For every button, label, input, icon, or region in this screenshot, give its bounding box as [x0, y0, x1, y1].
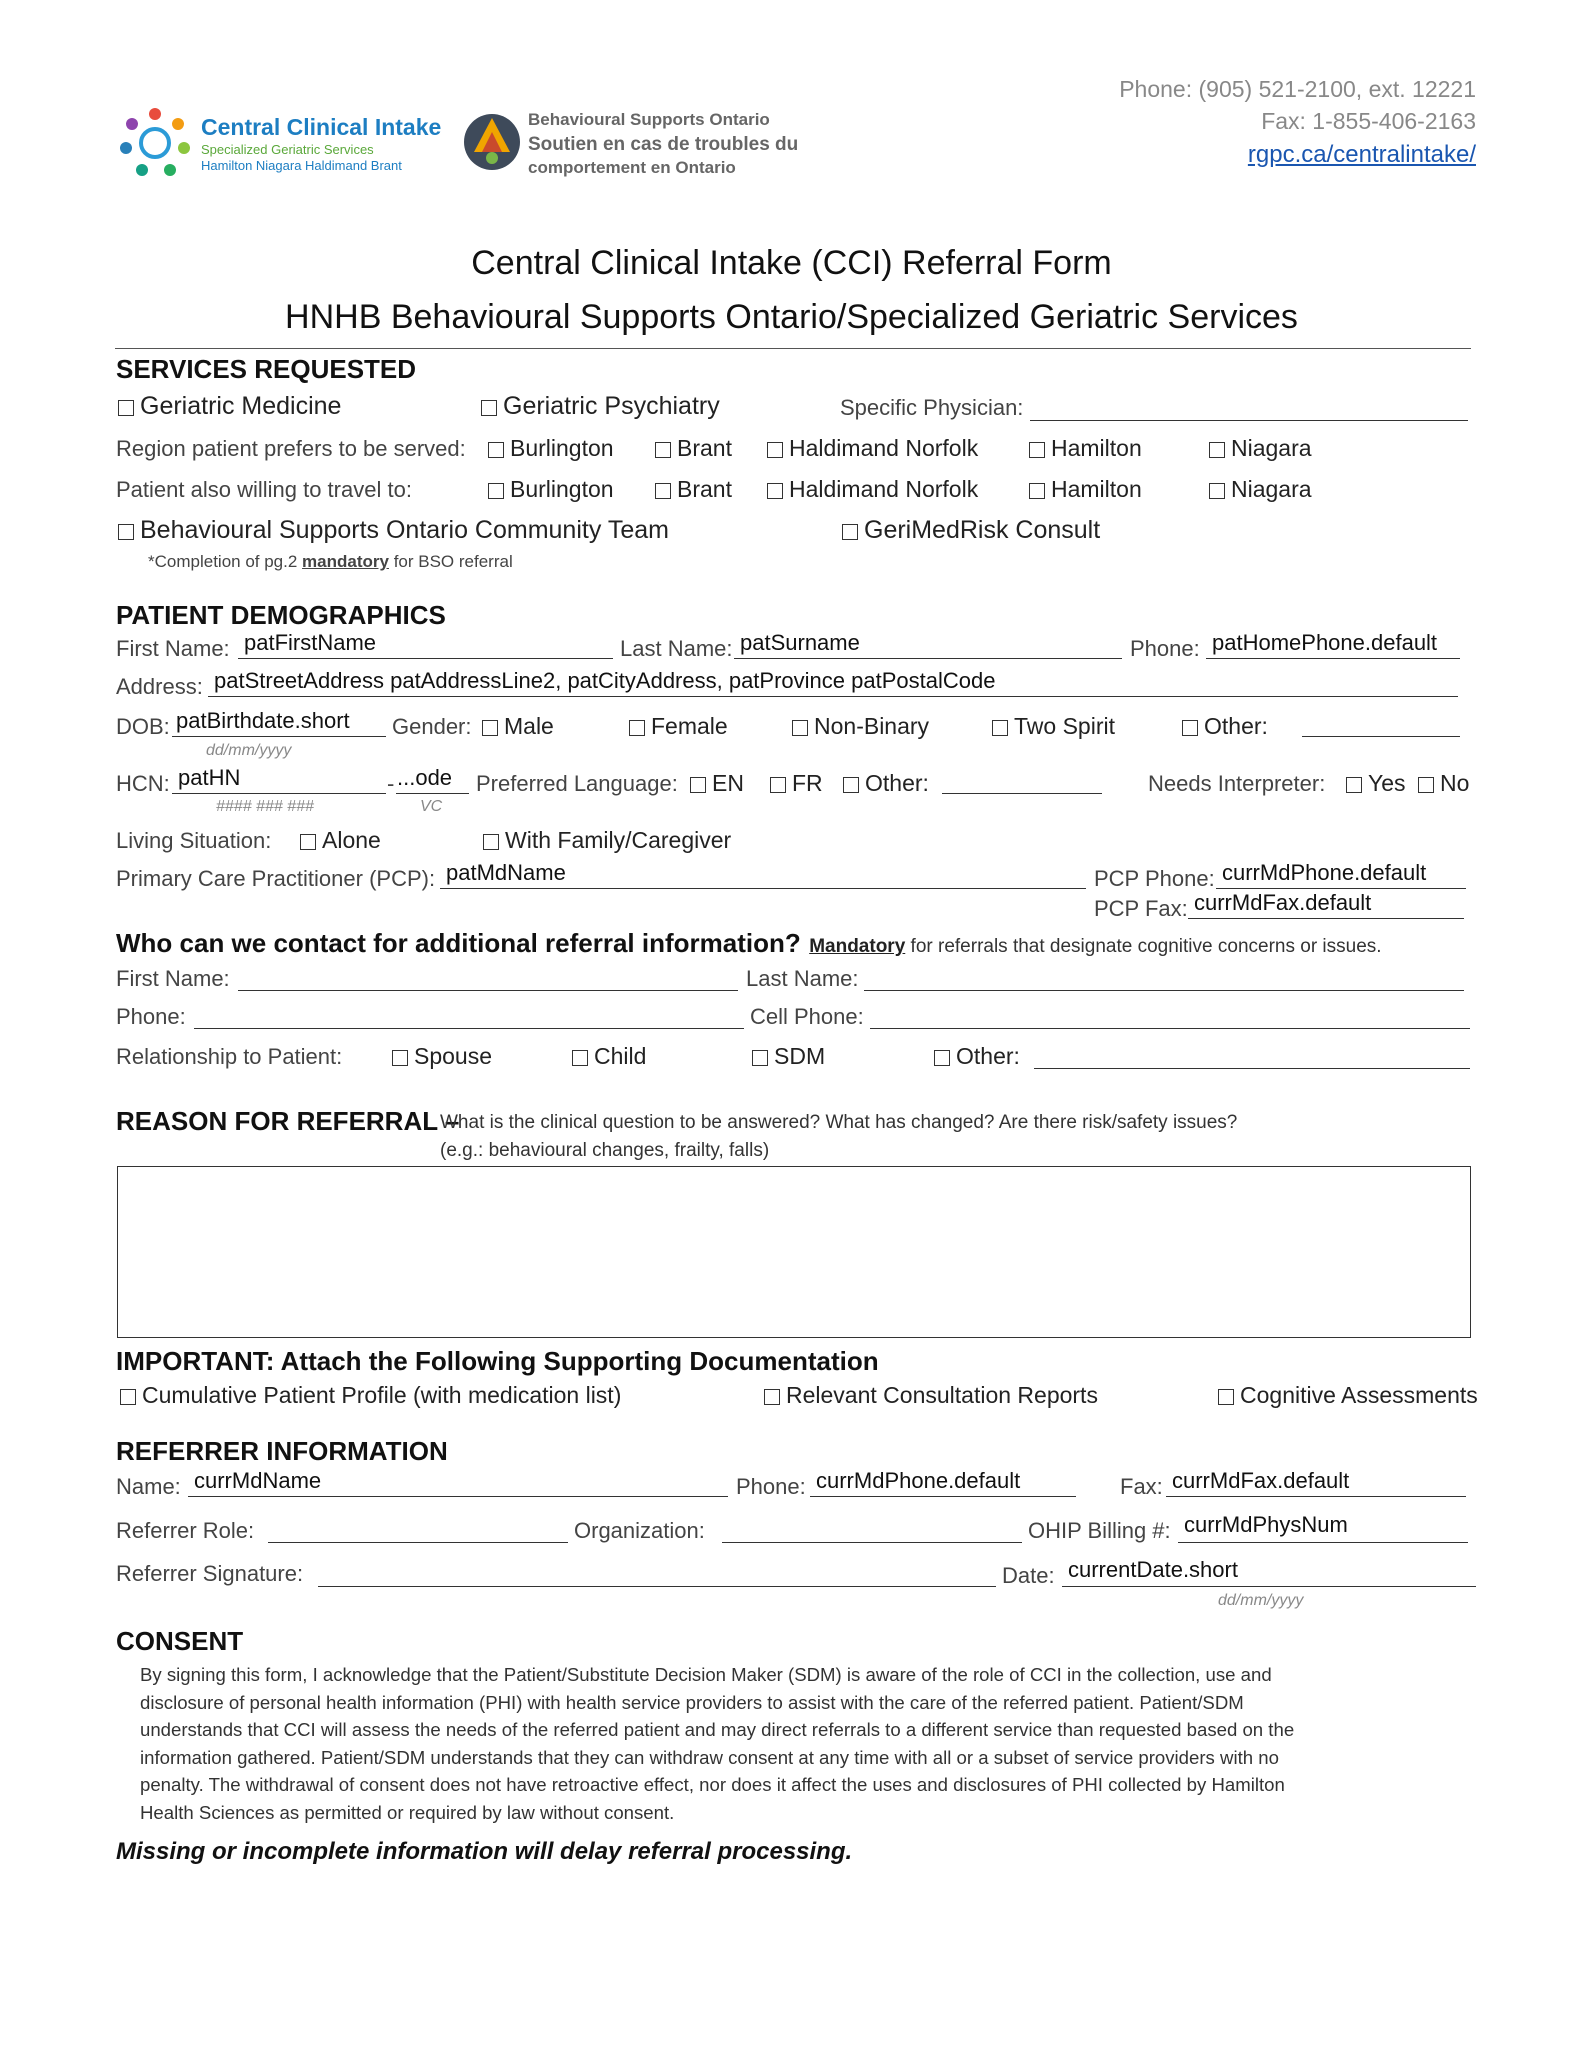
specific-physician-field[interactable]: [1030, 420, 1468, 421]
referrer-phone-field[interactable]: currMdPhone.default: [816, 1468, 1021, 1493]
gender-female-checkbox[interactable]: [629, 713, 728, 740]
contact-cell-field[interactable]: [870, 1028, 1470, 1029]
checkbox-icon: [300, 834, 316, 850]
contact-last-name-label: Last Name:: [746, 966, 859, 991]
referrer-name-underline: [188, 1496, 728, 1497]
relationship-label: Relationship to Patient:: [116, 1044, 343, 1069]
checkbox-icon: [1029, 483, 1045, 499]
region-burlington-label: Burlington: [510, 435, 614, 461]
pcp-fax-field[interactable]: currMdFax.default: [1194, 890, 1372, 915]
version-code-field[interactable]: ...ode: [397, 765, 453, 790]
form-title: Central Clinical Intake (CCI) Referral Form: [471, 244, 1112, 282]
header-phone: Phone: (905) 521-2100, ext. 12221: [1119, 76, 1476, 102]
travel-niagara-checkbox[interactable]: [1209, 476, 1312, 503]
checkbox-icon: [1182, 720, 1198, 736]
checkbox-icon: [483, 834, 499, 850]
services-heading: SERVICES REQUESTED: [116, 354, 417, 384]
date-underline: [1062, 1586, 1476, 1587]
reason-heading: REASON FOR REFERRAL –: [116, 1106, 460, 1136]
cci-logo-name: Central Clinical Intake: [201, 114, 442, 140]
checkbox-icon: [690, 777, 706, 793]
specific-physician-label: Specific Physician:: [840, 395, 1024, 420]
region-haldimand-label: Haldimand Norfolk: [789, 435, 979, 461]
referrer-role-label: Referrer Role:: [116, 1518, 255, 1543]
reason-textarea[interactable]: [117, 1166, 1471, 1338]
checkbox-icon: [842, 524, 858, 540]
first-name-underline: [238, 658, 613, 659]
referrer-role-field[interactable]: [268, 1542, 568, 1543]
geriatric-psychiatry-label: Geriatric Psychiatry: [503, 392, 720, 420]
bso-note: [148, 552, 513, 572]
region-brant-checkbox[interactable]: [655, 435, 732, 462]
date-label: Date:: [1002, 1563, 1055, 1588]
dob-underline: [172, 736, 386, 737]
checkbox-icon: [764, 1389, 780, 1405]
gender-twospirit-label: Two Spirit: [1014, 713, 1115, 739]
bso-team-label: Behavioural Supports Ontario Community Team: [140, 516, 669, 544]
bso-logo-icon: [462, 108, 522, 176]
checkbox-icon: [118, 400, 134, 416]
lang-fr-label: FR: [792, 770, 823, 796]
contact-heading-text: Who can we contact for additional referral information?: [116, 928, 801, 958]
interpreter-label: Needs Interpreter:: [1148, 771, 1326, 796]
lang-other-label: Other:: [865, 770, 929, 796]
gender-male-label: Male: [504, 713, 554, 739]
checkbox-icon: [1418, 777, 1434, 793]
rel-sdm-checkbox[interactable]: [752, 1043, 825, 1070]
first-name-field[interactable]: patFirstName: [244, 630, 377, 655]
checkbox-icon: [843, 777, 859, 793]
checkbox-icon: [481, 400, 497, 416]
living-alone-label: Alone: [322, 827, 381, 853]
header-fax: Fax: 1-855-406-2163: [1261, 108, 1476, 134]
interpreter-no-checkbox[interactable]: [1418, 770, 1469, 797]
dob-field[interactable]: patBirthdate.short: [176, 708, 350, 733]
reason-question: What is the clinical question to be answered? What has changed? Are there risk/safety issues?: [440, 1112, 1238, 1133]
cci-logo-sub2: Hamilton Niagara Haldimand Brant: [201, 158, 402, 173]
bso-logo-line2: Soutien en cas de troubles du: [528, 134, 799, 155]
region-burlington-checkbox[interactable]: [488, 435, 614, 462]
checkbox-icon: [992, 720, 1008, 736]
referrer-phone-underline: [810, 1496, 1076, 1497]
header-url-link[interactable]: rgpc.ca/centralintake/: [1247, 141, 1476, 168]
checkbox-icon: [120, 1389, 136, 1405]
signature-field[interactable]: [318, 1586, 996, 1587]
bso-team-checkbox[interactable]: [118, 516, 669, 545]
lang-other-field[interactable]: [942, 793, 1102, 794]
ohip-underline: [1178, 1542, 1468, 1543]
travel-burlington-checkbox[interactable]: [488, 476, 614, 503]
rel-other-checkbox[interactable]: [934, 1043, 1020, 1070]
bso-note-mandatory: mandatory: [302, 552, 389, 571]
pcp-fax-underline: [1188, 918, 1464, 919]
contact-cell-label: Cell Phone:: [750, 1004, 864, 1029]
phone-label: Phone:: [1130, 636, 1200, 661]
living-family-label: With Family/Caregiver: [505, 827, 732, 853]
checkbox-icon: [1209, 442, 1225, 458]
lang-en-label: EN: [712, 770, 744, 796]
checkbox-icon: [1218, 1389, 1234, 1405]
checkbox-icon: [482, 720, 498, 736]
ohip-label: OHIP Billing #:: [1028, 1518, 1171, 1543]
living-alone-checkbox[interactable]: [300, 827, 381, 854]
consent-line: information gathered. Patient/SDM understands that they can withdraw consent at any time with all or a subset of service providers with no: [140, 1746, 1279, 1768]
checkbox-icon: [118, 524, 134, 540]
language-label: Preferred Language:: [476, 771, 678, 796]
contact-mandatory: Mandatory: [809, 936, 906, 957]
cci-logo-icon: [116, 104, 194, 182]
hcn-underline: [172, 793, 386, 794]
gender-label: Gender:: [392, 714, 472, 739]
doc-cpp-checkbox[interactable]: [120, 1382, 621, 1409]
referrer-fax-label: Fax:: [1120, 1474, 1163, 1499]
consent-line: understands that CCI will assess the needs of the referred patient and may direct referrals to a different service than requested based on the: [140, 1719, 1295, 1741]
rel-other-label: Other:: [956, 1043, 1020, 1069]
organization-field[interactable]: [722, 1542, 1022, 1543]
hcn-separator: -: [387, 771, 395, 796]
travel-haldimand-label: Haldimand Norfolk: [789, 476, 979, 502]
gender-other-label: Other:: [1204, 713, 1268, 739]
checkbox-icon: [770, 777, 786, 793]
checkbox-icon: [655, 483, 671, 499]
pcp-field[interactable]: patMdName: [446, 860, 566, 885]
form-subtitle: HNHB Behavioural Supports Ontario/Specialized Geriatric Services: [285, 298, 1298, 336]
gender-male-checkbox[interactable]: [482, 713, 554, 740]
checkbox-icon: [572, 1050, 588, 1066]
title-divider: [115, 348, 1471, 349]
interpreter-no-label: No: [1440, 770, 1470, 796]
gender-nonbinary-checkbox[interactable]: [792, 713, 929, 740]
consent-body: [140, 1661, 1294, 1827]
hcn-label: HCN:: [116, 771, 170, 796]
bso-logo-line1: Behavioural Supports Ontario: [528, 110, 770, 129]
rel-spouse-checkbox[interactable]: [392, 1043, 492, 1070]
pcp-phone-field[interactable]: currMdPhone.default: [1222, 860, 1427, 885]
address-label: Address:: [116, 674, 203, 699]
pcp-phone-underline: [1216, 888, 1466, 889]
signature-label: Referrer Signature:: [116, 1561, 304, 1586]
footer-warning: Missing or incomplete information will delay referral processing.: [116, 1838, 853, 1865]
gender-female-label: Female: [651, 713, 728, 739]
rel-sdm-label: SDM: [774, 1043, 826, 1069]
checkbox-icon: [792, 720, 808, 736]
phone-field[interactable]: patHomePhone.default: [1212, 630, 1438, 655]
travel-burlington-label: Burlington: [510, 476, 614, 502]
referrer-fax-underline: [1166, 1496, 1466, 1497]
docs-heading: IMPORTANT: Attach the Following Supporting Documentation: [116, 1346, 879, 1376]
doc-cognitive-label: Cognitive Assessments: [1240, 1382, 1478, 1408]
last-name-field[interactable]: patSurname: [740, 630, 860, 655]
gender-other-checkbox[interactable]: [1182, 713, 1268, 740]
consent-heading: CONSENT: [116, 1626, 244, 1656]
rel-spouse-label: Spouse: [414, 1043, 493, 1069]
geriatric-psychiatry-checkbox[interactable]: [481, 392, 720, 421]
demographics-heading: PATIENT DEMOGRAPHICS: [116, 600, 446, 630]
checkbox-icon: [488, 483, 504, 499]
hcn-field[interactable]: patHN: [178, 765, 241, 790]
checkbox-icon: [767, 483, 783, 499]
contact-first-name-field[interactable]: [238, 990, 738, 991]
region-brant-label: Brant: [677, 435, 732, 461]
geriatric-medicine-label: Geriatric Medicine: [140, 392, 342, 420]
checkbox-icon: [629, 720, 645, 736]
referrer-name-field[interactable]: currMdName: [194, 1468, 322, 1493]
gerimedrisk-checkbox[interactable]: [842, 516, 1100, 545]
hcn-hint: #### ### ###: [216, 798, 314, 815]
phone-underline: [1206, 658, 1460, 659]
consent-line: By signing this form, I acknowledge that the Patient/Substitute Decision Maker (SDM) is aware of the role of CCI in the collection, use and: [140, 1664, 1272, 1685]
referrer-fax-field[interactable]: currMdFax.default: [1172, 1468, 1350, 1493]
vc-hint: VC: [420, 798, 443, 815]
checkbox-icon: [1209, 483, 1225, 499]
last-name-underline: [734, 658, 1122, 659]
contact-phone-label: Phone:: [116, 1004, 186, 1029]
dob-label: DOB:: [116, 714, 170, 739]
version-code-underline: [396, 793, 469, 794]
region-hamilton-label: Hamilton: [1051, 435, 1142, 461]
travel-brant-label: Brant: [677, 476, 732, 502]
geriatric-medicine-checkbox[interactable]: [118, 392, 341, 421]
living-family-checkbox[interactable]: [483, 827, 731, 854]
address-underline: [208, 696, 1458, 697]
checkbox-icon: [767, 442, 783, 458]
doc-cpp-label: Cumulative Patient Profile (with medication list): [142, 1382, 622, 1408]
referrer-heading: REFERRER INFORMATION: [116, 1436, 448, 1466]
referrer-name-label: Name:: [116, 1474, 181, 1499]
lang-other-checkbox[interactable]: [843, 770, 929, 797]
dob-hint: dd/mm/yyyy: [206, 742, 292, 759]
referrer-phone-label: Phone:: [736, 1474, 806, 1499]
region-niagara-checkbox[interactable]: [1209, 435, 1312, 462]
gender-twospirit-checkbox[interactable]: [992, 713, 1115, 740]
gerimedrisk-label: GeriMedRisk Consult: [864, 516, 1101, 544]
checkbox-icon: [752, 1050, 768, 1066]
cci-logo-sub1: Specialized Geriatric Services: [201, 142, 374, 157]
travel-brant-checkbox[interactable]: [655, 476, 732, 503]
region-hamilton-checkbox[interactable]: [1029, 435, 1142, 462]
consent-line: penalty. The withdrawal of consent does not have retroactive effect, nor does it affect the uses and disclosures of PHI collected by Hamilton: [140, 1774, 1285, 1796]
checkbox-icon: [1346, 777, 1362, 793]
lang-fr-checkbox[interactable]: [770, 770, 823, 797]
interpreter-yes-label: Yes: [1368, 770, 1406, 796]
contact-heading: [116, 928, 1382, 959]
travel-hamilton-label: Hamilton: [1051, 476, 1142, 502]
region-haldimand-checkbox[interactable]: [767, 435, 978, 462]
pcp-fax-label: PCP Fax:: [1094, 896, 1188, 921]
bso-note-post: for BSO referral: [388, 552, 513, 571]
travel-hamilton-checkbox[interactable]: [1029, 476, 1142, 503]
first-name-label: First Name:: [116, 636, 230, 661]
rel-child-checkbox[interactable]: [572, 1043, 646, 1070]
checkbox-icon: [934, 1050, 950, 1066]
bso-note-pre: *Completion of pg.2: [148, 552, 303, 571]
travel-label: Patient also willing to travel to:: [116, 477, 412, 502]
rel-child-label: Child: [594, 1043, 647, 1069]
travel-niagara-label: Niagara: [1231, 476, 1312, 502]
rel-other-field[interactable]: [1034, 1068, 1470, 1069]
address-field[interactable]: patStreetAddress patAddressLine2, patCityAddress, patProvince patPostalCode: [214, 668, 996, 693]
doc-consult-label: Relevant Consultation Reports: [786, 1382, 1098, 1408]
contact-last-name-field[interactable]: [864, 990, 1464, 991]
gender-nonbinary-label: Non-Binary: [814, 713, 930, 739]
checkbox-icon: [1029, 442, 1045, 458]
gender-other-field[interactable]: [1302, 736, 1460, 737]
pcp-label: Primary Care Practitioner (PCP):: [116, 866, 436, 891]
region-label: Region patient prefers to be served:: [116, 436, 466, 461]
checkbox-icon: [488, 442, 504, 458]
doc-consult-checkbox[interactable]: [764, 1382, 1098, 1409]
living-label: Living Situation:: [116, 828, 272, 853]
contact-note: for referrals that designate cognitive concerns or issues.: [905, 936, 1382, 957]
region-niagara-label: Niagara: [1231, 435, 1312, 461]
last-name-label: Last Name:: [620, 636, 733, 661]
consent-line: disclosure of personal health information (PHI) with health service providers to assist with the care of the referred patient. Patient/SDM: [140, 1691, 1244, 1713]
checkbox-icon: [392, 1050, 408, 1066]
checkbox-icon: [655, 442, 671, 458]
ohip-field[interactable]: currMdPhysNum: [1184, 1512, 1348, 1537]
pcp-phone-label: PCP Phone:: [1094, 866, 1215, 891]
contact-phone-field[interactable]: [194, 1028, 744, 1029]
reason-example: (e.g.: behavioural changes, frailty, falls): [440, 1140, 770, 1161]
date-hint: dd/mm/yyyy: [1218, 1592, 1304, 1609]
doc-cognitive-checkbox[interactable]: [1218, 1382, 1478, 1409]
bso-logo-line3: comportement en Ontario: [528, 158, 736, 177]
lang-en-checkbox[interactable]: [690, 770, 744, 797]
pcp-underline: [440, 888, 1086, 889]
interpreter-yes-checkbox[interactable]: [1346, 770, 1406, 797]
date-field[interactable]: currentDate.short: [1068, 1557, 1238, 1582]
consent-line: Health Sciences as permitted or required by law without consent.: [140, 1801, 675, 1823]
contact-first-name-label: First Name:: [116, 966, 230, 991]
organization-label: Organization:: [574, 1518, 705, 1543]
travel-haldimand-checkbox[interactable]: [767, 476, 978, 503]
